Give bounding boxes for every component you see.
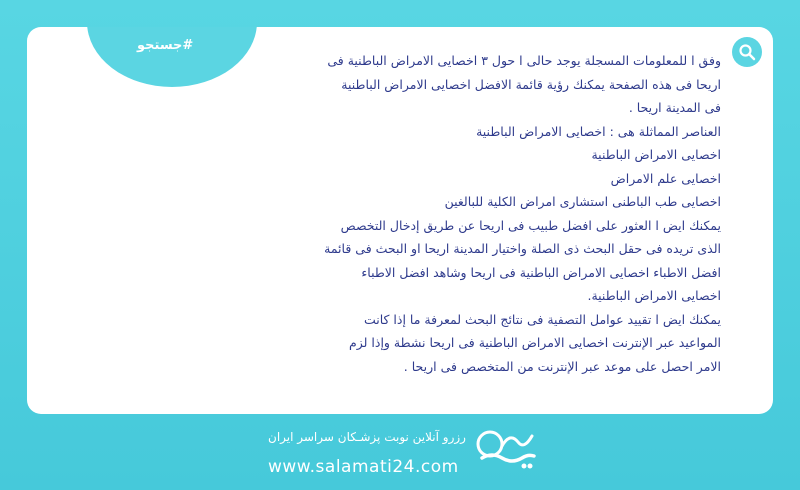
paragraph: اخصايى علم الامراض xyxy=(610,170,721,186)
tag-blob xyxy=(87,27,257,87)
paragraph: العناصر المماثلة هى : اخصايى الامراض الباطنية xyxy=(476,123,721,139)
footer-tagline: رزرو آنلاین نوبت پزشـکان سراسر ایران xyxy=(268,430,466,444)
search-tag[interactable]: #جستجو xyxy=(137,38,194,53)
paragraph: يمكنك ايض ا العثور على افضل طبيب فى اريحا عن طريق إدخال التخصص الذى تريده فى حقل البحث ذى الصلة واختيار المدينة اريحا او البحث فى قائمة افضل الاطباء اخصايى الامراض الباطنية فى اريحا وشاهد افضل الاطباء اخصايى الامراض الباطنية. xyxy=(324,217,721,303)
footer-url[interactable]: www.salamati24.com xyxy=(268,457,459,477)
paragraph: يمكنك ايض ا تقييد عوامل التصفية فى نتائج البحث لمعرفة ما إذا كانت المواعيد عبر الإنترنت اخصايى الامراض الباطنية فى اريحا نشطة وإذا لزم الامر احصل على موعد عبر الإنترنت من المتخصص فى اريحا . xyxy=(348,311,721,374)
paragraph: اخصايى طب الباطنى استشارى امراض الكلية للبالغين xyxy=(444,194,721,209)
paragraph: وفق ا للمعلومات المسجلة يوجد حالى ا حول ٣ اخصايى الامراض الباطنية فى اريحا فى هذه الصفحة يمكنك رؤية قائمة الافضل اخصايى الامراض الباطنية فى المدينة اريحا . xyxy=(327,53,721,115)
article-text xyxy=(321,49,721,378)
content-card xyxy=(27,27,773,414)
paragraph: اخصايى الامراض الباطنية xyxy=(591,147,721,162)
search-button[interactable] xyxy=(732,37,762,67)
search-icon xyxy=(738,43,756,61)
salamati-logo[interactable] xyxy=(472,424,542,480)
